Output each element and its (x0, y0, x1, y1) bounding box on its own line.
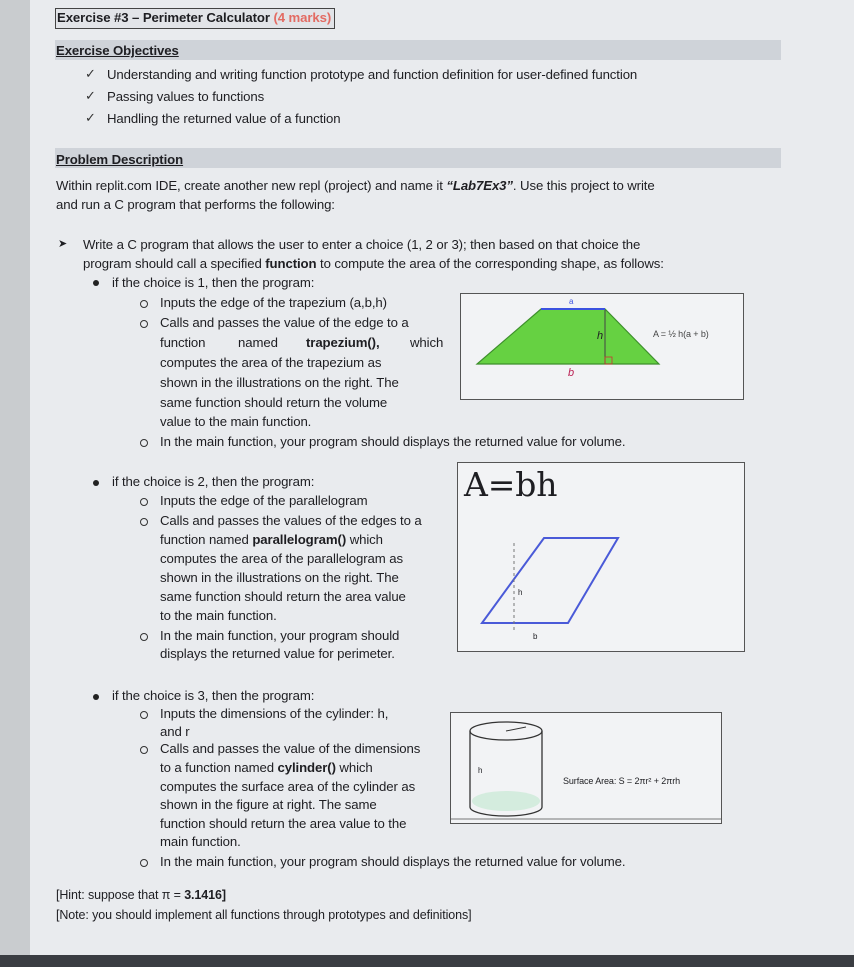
choice1-sub2-l6: value to the main function. (160, 414, 312, 429)
circle-bullet-icon (140, 746, 148, 754)
choice1-sub2-l2 (160, 335, 447, 351)
cylinder-figure (450, 712, 722, 824)
choice3-sub2-l6: main function. (160, 834, 241, 849)
cylinder-diagram (451, 713, 721, 823)
check-icon: ✓ (85, 110, 96, 125)
screen-bottom-edge (0, 955, 854, 967)
circle-bullet-icon (140, 439, 148, 447)
check-icon: ✓ (85, 88, 96, 103)
circle-bullet-icon (140, 633, 148, 641)
parallelogram-figure (457, 462, 745, 652)
parallelogram-diagram (458, 463, 744, 651)
objective-item: Understanding and writing function prototype and function definition for user-defined function (107, 67, 638, 82)
choice3-sub2-l1: Calls and passes the value of the dimensions (160, 741, 421, 756)
objectives-heading: Exercise Objectives (56, 43, 179, 58)
choice3-sub2-l5: function should return the area value to the (160, 816, 407, 831)
choice1-intro: if the choice is 1, then the program: (112, 275, 315, 290)
choice2-intro: if the choice is 2, then the program: (112, 474, 315, 489)
label-a: a (569, 297, 574, 306)
choice1-sub3: In the main function, your program should displays the returned value for volume. (160, 434, 626, 449)
circle-bullet-icon (140, 518, 148, 526)
choice3-sub2-l2 (160, 760, 373, 776)
parallelogram-shape (482, 538, 618, 623)
circle-bullet-icon (140, 300, 148, 308)
objective-item: Handling the returned value of a function (107, 111, 341, 126)
choice3-intro: if the choice is 3, then the program: (112, 688, 315, 703)
text: which (410, 335, 444, 350)
arrow-bullet-icon: ➤ (58, 238, 68, 250)
title-text: Exercise #3 – Perimeter Calculator (57, 10, 270, 25)
task-line-2 (83, 256, 664, 272)
choice2-sub3-l2: displays the returned value for perimeter. (160, 646, 395, 661)
circle-bullet-icon (140, 320, 148, 328)
trapezium-diagram (461, 294, 743, 399)
choice3-sub1-l1: Inputs the dimensions of the cylinder: h, (160, 706, 389, 721)
choice2-sub1: Inputs the edge of the parallelogram (160, 493, 368, 508)
problem-heading: Problem Description (56, 152, 184, 167)
trapezium-figure (460, 293, 744, 400)
document-page (30, 0, 854, 955)
choice1-sub2-l1: Calls and passes the value of the edge to a (160, 315, 409, 330)
note-line: [Note: you should implement all functions through prototypes and definitions] (56, 908, 472, 922)
hint-line (56, 887, 226, 903)
choice1-sub2-l3: computes the area of the trapezium as (160, 355, 382, 370)
cylinder-formula: Surface Area: S = 2πr² + 2πrh (563, 776, 681, 786)
text: named (238, 335, 278, 350)
text: function named (160, 532, 253, 547)
problem-line-1 (56, 178, 655, 194)
choice2-sub2-l6: to the main function. (160, 608, 277, 623)
label-h: h (518, 588, 523, 597)
hint-text: [Hint: suppose that π = (56, 888, 185, 902)
pi-value: 3.1416] (184, 888, 226, 902)
task-text: program should call a specified (83, 256, 266, 271)
choice3-sub3: In the main function, your program should displays the returned value for volume. (160, 854, 626, 869)
circle-bullet-icon (140, 859, 148, 867)
choice1-sub1: Inputs the edge of the trapezium (a,b,h) (160, 295, 387, 310)
choice1-sub2-l4: shown in the illustrations on the right. The (160, 375, 399, 390)
exercise-title (55, 8, 335, 29)
text: which (346, 532, 383, 547)
label-h: h (597, 330, 604, 342)
label-h: h (478, 766, 483, 775)
choice3-sub1-l2: and r (160, 724, 190, 739)
bullet-icon (93, 694, 99, 700)
circle-bullet-icon (140, 711, 148, 719)
project-name: “Lab7Ex3” (446, 178, 513, 193)
choice2-sub2-l1: Calls and passes the values of the edges to a (160, 513, 422, 528)
choice2-sub2-l2 (160, 532, 383, 548)
function-name: cylinder() (277, 760, 336, 775)
choice3-sub2-l3: computes the surface area of the cylinder as (160, 779, 416, 794)
task-line-1: Write a C program that allows the user to enter a choice (1, 2 or 3); then based on that choice the (83, 237, 641, 252)
choice3-sub2-l4: shown in the figure at right. The same (160, 797, 377, 812)
bullet-icon (93, 480, 99, 486)
choice2-sub3-l1: In the main function, your program should (160, 628, 400, 643)
text: to a function named (160, 760, 278, 775)
radius-line (506, 727, 526, 731)
choice2-sub2-l5: same function should return the area value (160, 589, 406, 604)
objective-item: Passing values to functions (107, 89, 265, 104)
parallelogram-formula: A=bh (464, 465, 558, 504)
choice1-sub2-l5: same function should return the volume (160, 395, 388, 410)
choice2-sub2-l3: computes the area of the parallelogram as (160, 551, 403, 566)
circle-bullet-icon (140, 498, 148, 506)
label-b: b (533, 632, 538, 641)
text: function (160, 335, 206, 350)
text: which (335, 760, 373, 775)
check-icon: ✓ (85, 66, 96, 81)
cylinder-base-shade (472, 791, 540, 811)
trapezium-formula: A = ½ h(a + b) (653, 329, 709, 339)
task-text: to compute the area of the corresponding shape, as follows: (316, 256, 664, 271)
choice2-sub2-l4: shown in the illustrations on the right. The (160, 570, 399, 585)
task-text-bold: function (265, 256, 317, 271)
bullet-icon (93, 280, 99, 286)
trapezium-shape (477, 309, 659, 364)
problem-line-2: and run a C program that performs the following: (56, 197, 335, 212)
problem-text: Within replit.com IDE, create another new repl (project) and name it (56, 178, 447, 193)
function-name: trapezium(), (306, 335, 380, 350)
label-b: b (568, 367, 575, 379)
function-name: parallelogram() (252, 532, 347, 547)
problem-text: . Use this project to write (512, 178, 655, 193)
marks-badge: (4 marks) (273, 10, 332, 25)
